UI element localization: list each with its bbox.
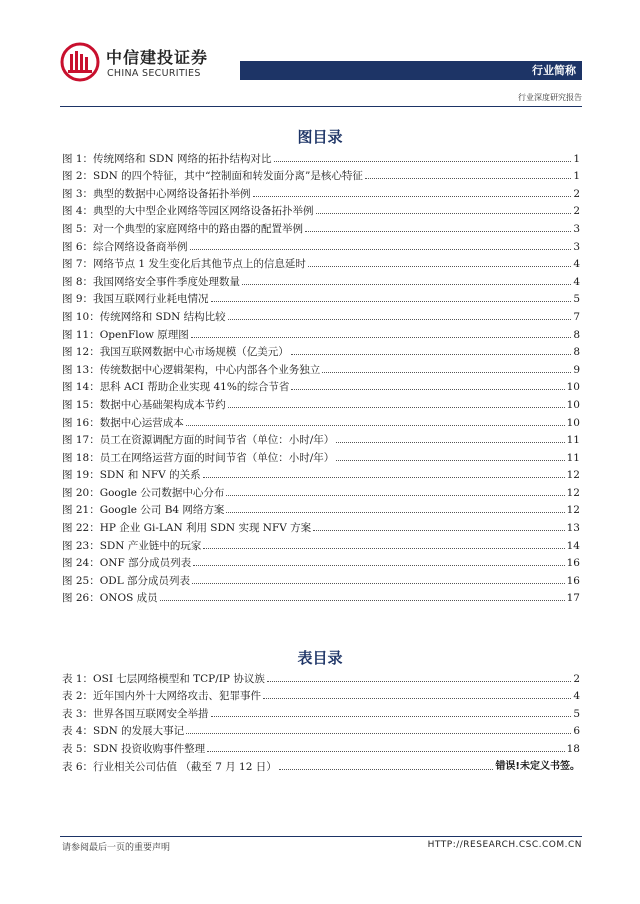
toc-entry[interactable] <box>62 668 580 686</box>
toc-leader-dots <box>313 530 564 531</box>
toc-entry-label: 图 7：网络节点 1 发生变化后其他节点上的信息延时 <box>62 258 306 271</box>
toc-entry[interactable] <box>62 359 580 377</box>
toc-entry[interactable] <box>62 412 580 430</box>
industry-tag: 行业简称 <box>532 64 576 77</box>
toc-entry[interactable] <box>62 588 580 606</box>
china-securities-logo <box>60 42 100 82</box>
toc-leader-dots <box>228 407 565 408</box>
toc-entry-page: 10 <box>566 416 580 429</box>
toc-entry-label: 图 8：我国网络安全事件季度处理数量 <box>62 275 241 288</box>
toc-leader-dots <box>226 512 564 513</box>
toc-leader-dots <box>316 213 572 214</box>
toc-entry[interactable] <box>62 686 580 704</box>
toc-entry-label: 图 23：SDN 产业链中的玩家 <box>62 539 202 552</box>
footer-divider <box>60 836 582 837</box>
toc-entry[interactable] <box>62 500 580 518</box>
toc-entry[interactable] <box>62 201 580 219</box>
toc-leader-dots <box>186 733 571 734</box>
toc-leader-dots <box>203 477 565 478</box>
toc-entry-page: 9 <box>573 363 580 376</box>
toc-entry-label: 图 4：典型的大中型企业网络等园区网络设备拓扑举例 <box>62 205 314 218</box>
toc-entry[interactable] <box>62 218 580 236</box>
toc-entry[interactable] <box>62 166 580 184</box>
toc-entry-label: 图 26：ONOS 成员 <box>62 592 158 605</box>
toc-leader-dots <box>274 161 572 162</box>
toc-entry[interactable] <box>62 254 580 272</box>
toc-entry-label: 图 9：我国互联网行业耗电情况 <box>62 293 209 306</box>
toc-entry-page: 2 <box>573 672 580 685</box>
toc-leader-dots <box>228 319 572 320</box>
toc-entry-label: 图 16：数据中心运营成本 <box>62 416 184 429</box>
toc-leader-dots <box>192 583 565 584</box>
toc-leader-dots <box>186 425 565 426</box>
toc-leader-dots <box>203 548 564 549</box>
toc-entry-page: 12 <box>566 486 580 499</box>
toc-entry-label: 图 15：数据中心基础架构成本节约 <box>62 398 226 411</box>
toc-leader-dots <box>291 354 572 355</box>
toc-entry[interactable] <box>62 148 580 166</box>
toc-leader-dots <box>226 495 564 496</box>
toc-entry-label: 图 24：ONF 部分成员列表 <box>62 557 192 570</box>
toc-entry[interactable] <box>62 738 580 756</box>
toc-entry-label: 表 1：OSI 七层网络模型和 TCP/IP 协议族 <box>62 672 265 685</box>
toc-entry-page: 1 <box>573 152 580 165</box>
research-url[interactable]: HTTP://RESEARCH.CSC.COM.CN <box>427 840 582 850</box>
toc-entry[interactable] <box>62 430 580 448</box>
toc-entry[interactable] <box>62 394 580 412</box>
toc-leader-dots <box>279 769 494 770</box>
toc-entry-label: 图 14：思科 ACI 帮助企业实现 41%的综合节省 <box>62 381 290 394</box>
toc-leader-dots <box>211 716 572 717</box>
toc-entry-page: 8 <box>573 328 580 341</box>
toc-entry[interactable] <box>62 553 580 571</box>
brand-name-en: CHINA SECURITIES <box>107 68 201 79</box>
toc-entry[interactable] <box>62 570 580 588</box>
toc-entry-label: 图 18：员工在网络运营方面的时间节省（单位：小时/年） <box>62 451 335 464</box>
toc-entry-label: 图 6：综合网络设备商举例 <box>62 240 188 253</box>
toc-entry-label: 图 5：对一个典型的家庭网络中的路由器的配置举例 <box>62 222 304 235</box>
toc-entry-label: 表 4：SDN 的发展大事记 <box>62 725 185 738</box>
toc-leader-dots <box>253 196 572 197</box>
toc-entry-page: 1 <box>573 170 580 183</box>
toc-entry[interactable] <box>62 703 580 721</box>
figure-index-title: 图目录 <box>297 128 343 146</box>
toc-entry-label: 图 10：传统网络和 SDN 结构比较 <box>62 310 226 323</box>
toc-leader-dots <box>207 751 564 752</box>
toc-entry[interactable] <box>62 447 580 465</box>
toc-leader-dots <box>308 266 571 267</box>
toc-entry[interactable] <box>62 324 580 342</box>
toc-leader-dots <box>267 681 571 682</box>
toc-leader-dots <box>263 698 571 699</box>
toc-leader-dots <box>322 372 571 373</box>
toc-entry-page: 6 <box>573 725 580 738</box>
toc-entry-label: 表 6：行业相关公司估值 （截至 7 月 12 日） <box>62 760 277 773</box>
toc-entry-page: 5 <box>573 293 580 306</box>
toc-entry[interactable] <box>62 271 580 289</box>
table-index-list <box>62 668 580 774</box>
toc-entry-page: 5 <box>573 707 580 720</box>
toc-entry[interactable] <box>62 306 580 324</box>
toc-entry-label: 图 20：Google 公司数据中心分布 <box>62 486 225 499</box>
toc-entry-page: 13 <box>566 522 580 535</box>
toc-entry-page: 16 <box>566 574 580 587</box>
toc-leader-dots <box>190 249 572 250</box>
toc-entry-label: 图 11：OpenFlow 原理图 <box>62 328 189 341</box>
toc-entry-page: 4 <box>573 690 580 703</box>
disclaimer-note: 请参阅最后一页的重要声明 <box>62 843 171 853</box>
toc-entry-label: 图 17：员工在资源调配方面的时间节省（单位：小时/年） <box>62 434 335 447</box>
toc-leader-dots <box>193 565 565 566</box>
toc-leader-dots <box>160 600 565 601</box>
toc-entry-label: 图 21：Google 公司 B4 网络方案 <box>62 504 225 517</box>
toc-entry-page: 14 <box>566 539 580 552</box>
toc-entry-page: 2 <box>573 205 580 218</box>
toc-entry-page: 4 <box>573 275 580 288</box>
toc-entry-page: 7 <box>573 310 580 323</box>
toc-entry-label: 图 2：SDN 的四个特征，其中“控制面和转发面分离”是核心特征 <box>62 170 363 183</box>
toc-leader-dots <box>336 442 564 443</box>
toc-entry-page: 2 <box>573 187 580 200</box>
toc-entry-label: 图 3：典型的数据中心网络设备拓扑举例 <box>62 187 251 200</box>
toc-entry-page: 12 <box>566 504 580 517</box>
toc-entry-label: 表 5：SDN 投资收购事件整理 <box>62 742 206 755</box>
toc-entry-page: 18 <box>566 742 580 755</box>
toc-entry-page: 17 <box>566 592 580 605</box>
toc-entry-page: 错误!未定义书签。 <box>495 760 580 772</box>
page-header <box>60 38 582 90</box>
toc-entry-page: 11 <box>566 451 580 464</box>
toc-entry[interactable] <box>62 377 580 395</box>
toc-entry-page: 3 <box>573 222 580 235</box>
toc-leader-dots <box>336 460 564 461</box>
toc-entry[interactable] <box>62 465 580 483</box>
toc-leader-dots <box>191 337 572 338</box>
toc-leader-dots <box>242 284 571 285</box>
toc-entry[interactable] <box>62 756 580 774</box>
toc-entry-label: 图 22：HP 企业 Gi-LAN 利用 SDN 实现 NFV 方案 <box>62 522 312 535</box>
toc-leader-dots <box>305 231 571 232</box>
toc-entry-label: 表 2：近年国内外十大网络攻击、犯罪事件 <box>62 690 262 703</box>
toc-entry-page: 3 <box>573 240 580 253</box>
toc-entry-page: 4 <box>573 258 580 271</box>
toc-entry-label: 图 19：SDN 和 NFV 的关系 <box>62 469 201 482</box>
toc-entry[interactable] <box>62 183 580 201</box>
toc-entry[interactable] <box>62 517 580 535</box>
toc-leader-dots <box>365 178 571 179</box>
toc-entry[interactable] <box>62 535 580 553</box>
toc-leader-dots <box>211 301 572 302</box>
toc-entry-label: 图 13：传统数据中心逻辑架构，中心内部各个业务独立 <box>62 363 321 376</box>
toc-entry[interactable] <box>62 289 580 307</box>
toc-entry-label: 图 12：我国互联网数据中心市场规模（亿美元） <box>62 346 289 359</box>
toc-entry[interactable] <box>62 721 580 739</box>
figure-index-list <box>62 148 580 605</box>
brand-name-cn: 中信建投证券 <box>106 48 209 67</box>
header-divider <box>60 106 582 107</box>
table-index-title: 表目录 <box>297 649 343 667</box>
toc-entry-page: 16 <box>566 557 580 570</box>
report-type: 行业深度研究报告 <box>518 93 582 102</box>
toc-entry-page: 11 <box>566 434 580 447</box>
toc-entry[interactable] <box>62 236 580 254</box>
toc-entry-page: 8 <box>573 346 580 359</box>
toc-entry-page: 12 <box>566 469 580 482</box>
toc-entry-page: 10 <box>566 381 580 394</box>
toc-entry-label: 图 25：ODL 部分成员列表 <box>62 574 191 587</box>
toc-entry-label: 图 1：传统网络和 SDN 网络的拓扑结构对比 <box>62 152 272 165</box>
toc-entry[interactable] <box>62 342 580 360</box>
toc-leader-dots <box>291 389 564 390</box>
toc-entry-page: 10 <box>566 398 580 411</box>
toc-entry-label: 表 3：世界各国互联网安全举措 <box>62 707 209 720</box>
toc-entry[interactable] <box>62 482 580 500</box>
